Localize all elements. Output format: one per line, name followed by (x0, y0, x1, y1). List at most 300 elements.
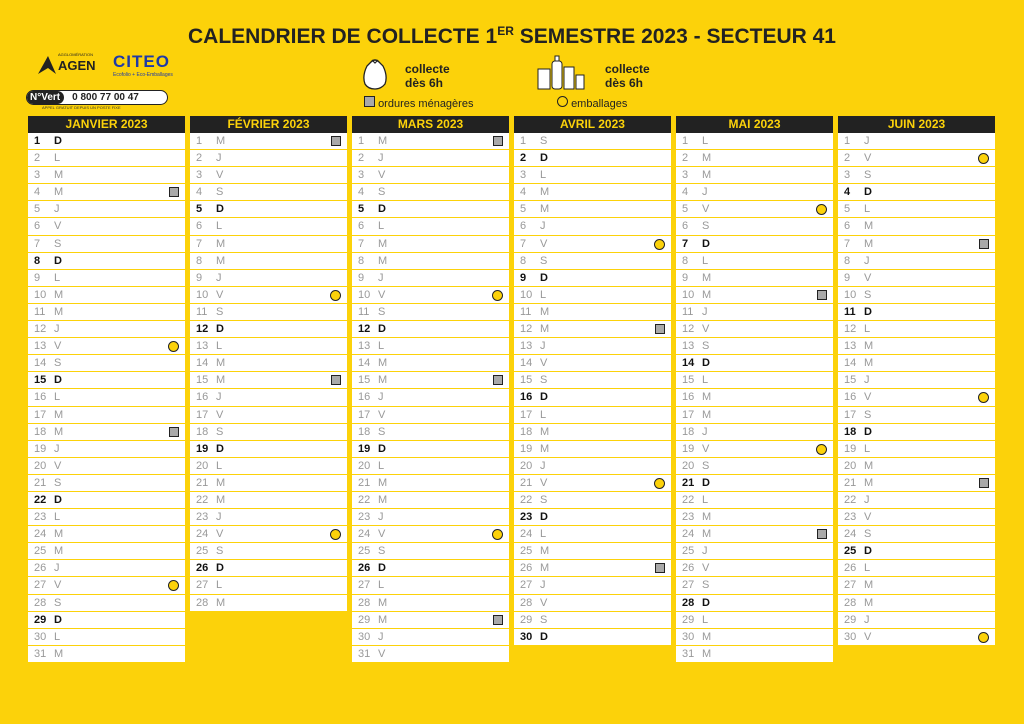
weekday-letter: J (540, 579, 546, 592)
weekday-letter: D (864, 186, 872, 199)
weekday-letter: M (378, 613, 388, 626)
day-number: 26 (34, 562, 47, 575)
day-number: 4 (196, 186, 203, 199)
weekday-letter: L (54, 152, 61, 165)
day-row (190, 577, 347, 594)
day-number: 30 (844, 630, 857, 643)
om-collection-icon (817, 290, 827, 300)
day-number: 28 (844, 596, 857, 609)
day-row (352, 150, 509, 167)
day-row (838, 304, 995, 321)
day-number: 20 (682, 459, 695, 472)
emb-collection-icon (978, 392, 989, 403)
day-number: 5 (196, 203, 203, 216)
weekday-letter: M (216, 596, 226, 609)
day-row (676, 441, 833, 458)
emb-collection-icon (330, 290, 341, 301)
weekday-letter: D (540, 391, 548, 404)
weekday-letter: L (54, 271, 61, 284)
day-row (514, 253, 671, 270)
weekday-letter: M (702, 391, 712, 404)
day-number: 19 (520, 442, 533, 455)
day-number: 1 (682, 135, 689, 147)
day-number: 10 (196, 288, 209, 301)
day-row (28, 253, 185, 270)
day-number: 20 (196, 459, 209, 472)
day-number: 25 (34, 545, 47, 558)
day-number: 22 (520, 493, 533, 506)
weekday-letter: S (540, 374, 548, 387)
weekday-letter: J (378, 511, 384, 524)
weekday-letter: D (378, 203, 386, 216)
day-number: 1 (34, 135, 41, 147)
numero-vert-note: APPEL GRATUIT DEPUIS UN POSTE FIXE (42, 105, 121, 110)
day-row (352, 201, 509, 218)
day-row (514, 355, 671, 372)
day-number: 27 (358, 579, 371, 592)
weekday-letter: V (864, 511, 872, 524)
day-number: 16 (34, 391, 47, 404)
weekday-letter: M (378, 135, 388, 147)
day-number: 7 (358, 237, 365, 250)
day-row (676, 167, 833, 184)
weekday-letter: S (54, 476, 62, 489)
day-row (190, 253, 347, 270)
day-row (28, 441, 185, 458)
weekday-letter: M (702, 528, 712, 541)
day-row (352, 509, 509, 526)
weekday-letter: V (378, 647, 386, 660)
numero-vert-badge (26, 90, 168, 105)
day-row (514, 338, 671, 355)
weekday-letter: D (702, 357, 710, 370)
day-number: 17 (358, 408, 371, 421)
day-number: 31 (682, 647, 695, 660)
day-row (352, 253, 509, 270)
day-number: 27 (844, 579, 857, 592)
day-number: 11 (682, 305, 694, 318)
day-number: 6 (358, 220, 365, 233)
weekday-letter: S (864, 288, 872, 301)
day-row (28, 407, 185, 424)
day-number: 5 (34, 203, 41, 216)
day-number: 6 (34, 220, 41, 233)
day-row (28, 424, 185, 441)
day-row (352, 287, 509, 304)
day-number: 13 (196, 340, 209, 353)
weekday-letter: M (864, 459, 874, 472)
day-row (676, 560, 833, 577)
day-row (676, 338, 833, 355)
weekday-letter: V (702, 442, 710, 455)
day-number: 2 (682, 152, 689, 165)
weekday-letter: V (864, 630, 872, 643)
day-number: 2 (196, 152, 203, 165)
month-header: AVRIL 2023 (514, 116, 671, 133)
day-number: 18 (520, 425, 533, 438)
emb-collection-icon (816, 444, 827, 455)
om-collection-icon (169, 187, 179, 197)
day-row (676, 458, 833, 475)
day-number: 13 (682, 340, 695, 353)
month-header: JUIN 2023 (838, 116, 995, 133)
day-row (28, 167, 185, 184)
weekday-letter: D (216, 203, 224, 216)
weekday-letter: M (54, 425, 64, 438)
om-collection-icon (331, 136, 341, 146)
day-number: 17 (520, 408, 533, 421)
weekday-letter: V (540, 476, 548, 489)
day-number: 8 (844, 254, 851, 267)
month-header: MAI 2023 (676, 116, 833, 133)
day-row (676, 270, 833, 287)
day-number: 28 (34, 596, 47, 609)
weekday-letter: L (540, 408, 547, 421)
weekday-letter: J (864, 254, 870, 267)
month-column (28, 116, 185, 663)
day-row (190, 407, 347, 424)
weekday-letter: V (702, 562, 710, 575)
weekday-letter: M (540, 305, 550, 318)
day-row (514, 236, 671, 253)
day-number: 17 (844, 408, 857, 421)
day-number: 18 (34, 425, 47, 438)
day-number: 17 (196, 408, 209, 421)
day-row (352, 236, 509, 253)
day-number: 22 (844, 493, 857, 506)
day-row (838, 167, 995, 184)
weekday-letter: D (54, 374, 62, 387)
om-legend: ordures ménagères (364, 96, 473, 110)
day-number: 25 (520, 545, 533, 558)
day-number: 22 (196, 493, 209, 506)
weekday-letter: S (864, 528, 872, 541)
day-number: 27 (196, 579, 209, 592)
day-number: 8 (682, 254, 689, 267)
day-number: 6 (520, 220, 527, 233)
weekday-letter: M (540, 442, 550, 455)
weekday-letter: V (702, 203, 710, 216)
weekday-letter: M (864, 596, 874, 609)
day-row (28, 509, 185, 526)
day-row (352, 167, 509, 184)
day-number: 2 (520, 152, 527, 165)
day-row (190, 372, 347, 389)
day-number: 23 (358, 511, 371, 524)
day-number: 27 (682, 579, 695, 592)
weekday-letter: M (54, 186, 64, 199)
day-row (190, 201, 347, 218)
day-number: 1 (196, 135, 203, 147)
day-number: 19 (844, 442, 857, 455)
day-row (838, 424, 995, 441)
day-number: 13 (844, 340, 857, 353)
day-row (838, 441, 995, 458)
weekday-letter: M (540, 425, 550, 438)
day-row (514, 595, 671, 612)
weekday-letter: V (216, 408, 224, 421)
weekday-letter: J (540, 220, 546, 233)
day-number: 21 (844, 476, 857, 489)
weekday-letter: D (540, 152, 548, 165)
weekday-letter: S (540, 135, 548, 147)
day-row (514, 167, 671, 184)
weekday-letter: M (216, 374, 226, 387)
day-number: 13 (34, 340, 47, 353)
day-row (838, 458, 995, 475)
day-row (352, 372, 509, 389)
day-row (838, 475, 995, 492)
weekday-letter: M (54, 305, 64, 318)
day-row (190, 595, 347, 612)
day-row (190, 338, 347, 355)
om-collection-icon (979, 239, 989, 249)
weekday-letter: V (540, 596, 548, 609)
weekday-letter: M (864, 357, 874, 370)
weekday-letter: V (54, 459, 62, 472)
day-number: 15 (34, 374, 47, 387)
day-row (190, 167, 347, 184)
day-row (676, 150, 833, 167)
day-row (676, 372, 833, 389)
day-number: 22 (34, 493, 47, 506)
weekday-letter: V (378, 288, 386, 301)
day-row (352, 355, 509, 372)
day-row (28, 389, 185, 406)
emb-legend-text: collecte dès 6h (605, 62, 650, 90)
day-row (838, 389, 995, 406)
day-row (676, 287, 833, 304)
weekday-letter: D (702, 237, 710, 250)
day-number: 29 (844, 613, 857, 626)
weekday-letter: M (54, 647, 64, 660)
day-row (352, 304, 509, 321)
day-row (514, 424, 671, 441)
day-row (190, 424, 347, 441)
day-row (352, 270, 509, 287)
day-row (676, 543, 833, 560)
weekday-letter: M (540, 562, 550, 575)
day-row (190, 560, 347, 577)
day-row (190, 287, 347, 304)
day-number: 7 (844, 237, 851, 250)
emb-collection-icon (168, 580, 179, 591)
weekday-letter: L (540, 528, 547, 541)
weekday-letter: J (540, 459, 546, 472)
emb-collection-icon (654, 239, 665, 250)
day-row (838, 218, 995, 235)
day-number: 5 (520, 203, 527, 216)
weekday-letter: M (702, 152, 712, 165)
day-row (190, 133, 347, 150)
weekday-letter: J (54, 323, 60, 336)
day-row (838, 577, 995, 594)
day-row (352, 424, 509, 441)
day-number: 29 (520, 613, 533, 626)
weekday-letter: D (540, 511, 548, 524)
day-row (676, 526, 833, 543)
weekday-letter: V (864, 271, 872, 284)
day-row (352, 577, 509, 594)
day-number: 3 (682, 169, 689, 182)
weekday-letter: J (378, 391, 384, 404)
weekday-letter: D (54, 254, 62, 267)
day-row (514, 560, 671, 577)
day-number: 11 (844, 305, 856, 318)
weekday-letter: V (216, 169, 224, 182)
weekday-letter: J (702, 305, 708, 318)
weekday-letter: L (702, 613, 709, 626)
day-row (838, 321, 995, 338)
day-number: 26 (520, 562, 533, 575)
day-row (676, 646, 833, 663)
day-row (28, 595, 185, 612)
weekday-letter: L (378, 579, 385, 592)
day-number: 5 (358, 203, 365, 216)
day-row (28, 492, 185, 509)
weekday-letter: V (216, 288, 224, 301)
day-row (676, 595, 833, 612)
weekday-letter: D (54, 493, 62, 506)
emb-collection-icon (978, 632, 989, 643)
day-row (514, 389, 671, 406)
day-number: 29 (34, 613, 47, 626)
day-number: 26 (196, 562, 209, 575)
day-row (514, 184, 671, 201)
day-number: 11 (196, 305, 208, 318)
day-row (28, 372, 185, 389)
day-row (352, 526, 509, 543)
day-number: 4 (682, 186, 689, 199)
day-number: 5 (844, 203, 851, 216)
day-number: 30 (520, 630, 533, 643)
day-row (514, 612, 671, 629)
day-row (676, 389, 833, 406)
weekday-letter: S (378, 545, 386, 558)
om-legend-text: collecte dès 6h (405, 62, 450, 90)
weekday-letter: L (702, 493, 709, 506)
day-number: 30 (358, 630, 371, 643)
day-number: 4 (844, 186, 851, 199)
day-row (28, 543, 185, 560)
weekday-letter: D (378, 442, 386, 455)
weekday-letter: J (702, 425, 708, 438)
numero-vert-label: N°Vert (27, 91, 64, 104)
weekday-letter: D (702, 476, 710, 489)
weekday-letter: D (216, 442, 224, 455)
day-number: 14 (520, 357, 533, 370)
day-row (28, 287, 185, 304)
day-number: 27 (34, 579, 47, 592)
day-row (514, 458, 671, 475)
day-number: 11 (520, 305, 532, 318)
day-number: 10 (34, 288, 47, 301)
day-row (514, 629, 671, 646)
day-row (190, 543, 347, 560)
day-row (352, 218, 509, 235)
weekday-letter: S (378, 305, 386, 318)
weekday-letter: M (378, 476, 388, 489)
day-row (514, 201, 671, 218)
weekday-letter: V (378, 408, 386, 421)
weekday-letter: S (702, 340, 710, 353)
weekday-letter: J (864, 493, 870, 506)
day-number: 7 (682, 237, 689, 250)
day-row (514, 492, 671, 509)
day-number: 6 (844, 220, 851, 233)
day-row (676, 612, 833, 629)
day-row (514, 407, 671, 424)
day-number: 12 (34, 323, 47, 336)
day-row (352, 184, 509, 201)
weekday-letter: S (216, 425, 224, 438)
day-number: 29 (682, 613, 695, 626)
day-number: 3 (358, 169, 365, 182)
day-row (190, 184, 347, 201)
day-number: 3 (196, 169, 203, 182)
month-header: JANVIER 2023 (28, 116, 185, 133)
weekday-letter: S (864, 169, 872, 182)
day-row (190, 389, 347, 406)
day-number: 23 (520, 511, 533, 524)
day-row (514, 577, 671, 594)
month-column (514, 116, 671, 646)
weekday-letter: L (702, 374, 709, 387)
day-number: 24 (520, 528, 533, 541)
day-row (838, 184, 995, 201)
day-row (676, 133, 833, 150)
day-row (28, 612, 185, 629)
day-number: 5 (682, 203, 689, 216)
day-row (28, 201, 185, 218)
day-number: 30 (34, 630, 47, 643)
month-header: MARS 2023 (352, 116, 509, 133)
day-row (676, 355, 833, 372)
day-number: 1 (358, 135, 365, 147)
day-row (838, 201, 995, 218)
weekday-letter: S (378, 425, 386, 438)
day-row (514, 270, 671, 287)
weekday-letter: L (378, 220, 385, 233)
day-row (28, 577, 185, 594)
day-row (676, 201, 833, 218)
weekday-letter: V (216, 528, 224, 541)
month-header: FÉVRIER 2023 (190, 116, 347, 133)
day-row (838, 338, 995, 355)
day-number: 16 (682, 391, 695, 404)
day-row (514, 321, 671, 338)
weekday-letter: M (54, 169, 64, 182)
day-number: 7 (196, 237, 203, 250)
day-row (352, 475, 509, 492)
agen-logo-icon (36, 54, 58, 76)
day-row (676, 407, 833, 424)
day-row (352, 441, 509, 458)
om-marker-icon (364, 96, 375, 107)
day-row (838, 236, 995, 253)
day-number: 4 (34, 186, 41, 199)
weekday-letter: M (216, 237, 226, 250)
day-row (28, 560, 185, 577)
day-row (514, 372, 671, 389)
weekday-letter: M (864, 476, 874, 489)
day-number: 14 (682, 357, 695, 370)
day-number: 8 (520, 254, 527, 267)
weekday-letter: D (216, 562, 224, 575)
day-number: 28 (520, 596, 533, 609)
day-number: 12 (682, 323, 695, 336)
weekday-letter: V (864, 152, 872, 165)
